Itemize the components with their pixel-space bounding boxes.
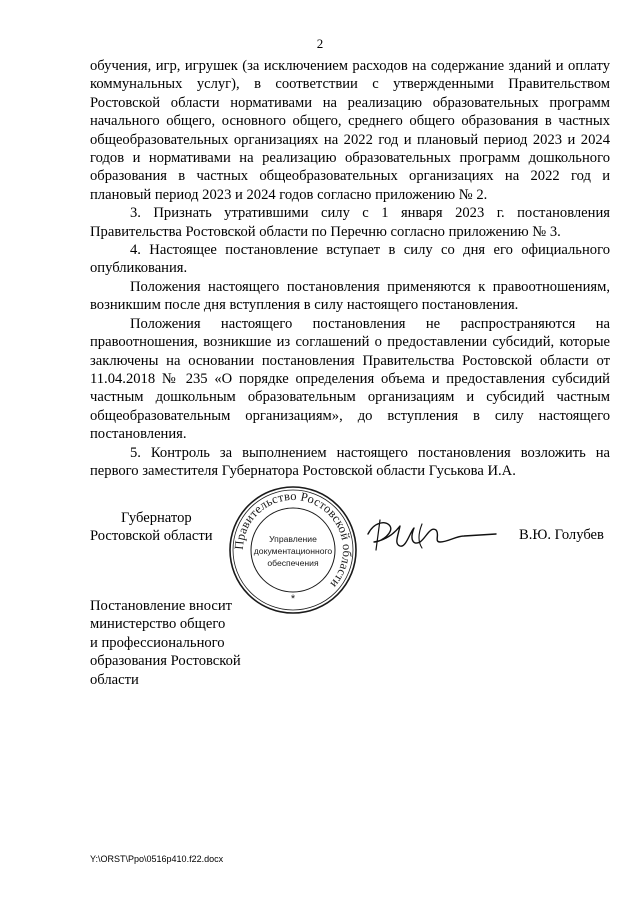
issuer-note xyxy=(90,597,260,689)
seal-inner-line2: документационного xyxy=(253,546,333,556)
seal-inner-line3: обеспечения xyxy=(267,558,319,568)
paragraph-exception: Положения настоящего постановления не распространяются на правоотношения, возникшие из соглашений о предоставлении субсидий, которые заключены на основании постановления Правительства Ростовской области от 11.04.2018 № 235 «О порядке определения объема и предоставления субсидий частным дошкольным образовательным организациям и субсидий частным общеобразовательным организациям», до вступления в силу настоящего постановления. xyxy=(90,315,610,443)
issuer-line2: министерство общего xyxy=(90,616,226,633)
paragraph-item-4: 4. Настоящее постановление вступает в силу со дня его официального опубликования. xyxy=(90,242,610,277)
handwritten-signature xyxy=(360,512,500,558)
document-body xyxy=(90,57,610,480)
issuer-line3: и профессионального xyxy=(90,634,225,651)
signatory-title-line1: Губернатор xyxy=(121,510,192,526)
paragraph-continuation: обучения, игр, игрушек (за исключением расходов на содержание зданий и оплату коммунальных услуг), в соответствии с утвержденными Правительством Ростовской области нормативами на реализацию образовательных программ начального общего, основного общего, среднего общего образования в частных общеобразовательных организациях на 2022 год и плановый период 2023 и 2024 годов и нормативами на реализацию образовательных программ дошкольного образования в частных общеобразовательных организациях на 2022 год и плановый период 2023 и 2024 годов согласно приложению № 2. xyxy=(90,58,610,203)
signatory-name: В.Ю. Голубев xyxy=(519,527,604,543)
issuer-line4: образования Ростовской xyxy=(90,653,241,670)
signatory-title-line2: Ростовской области xyxy=(90,528,213,545)
paragraph-item-5: 5. Контроль за выполнением настоящего постановления возложить на первого заместителя Губернатора Ростовской области Гуськова И.А. xyxy=(90,444,610,479)
paragraph-item-3: 3. Признать утратившими силу с 1 января 2023 г. постановления Правительства Ростовской области по Перечню согласно приложению № 3. xyxy=(90,205,610,240)
issuer-line1: Постановление вносит xyxy=(90,598,233,614)
paragraph-applicability: Положения настоящего постановления применяются к правоотношениям, возникшим после дня вступления в силу настоящего постановления. xyxy=(90,278,610,314)
seal-inner-line1: Управление xyxy=(269,534,317,544)
file-path-footer: Y:\ORST\Ppo\0516p410.f22.docx xyxy=(90,854,224,864)
issuer-line5: области xyxy=(90,671,139,688)
page-number: 2 xyxy=(316,36,324,51)
seal-star-mark: * xyxy=(290,593,296,605)
seal-ring-text: Правительство Ростовской области xyxy=(231,488,355,591)
signatory-title xyxy=(90,509,230,546)
